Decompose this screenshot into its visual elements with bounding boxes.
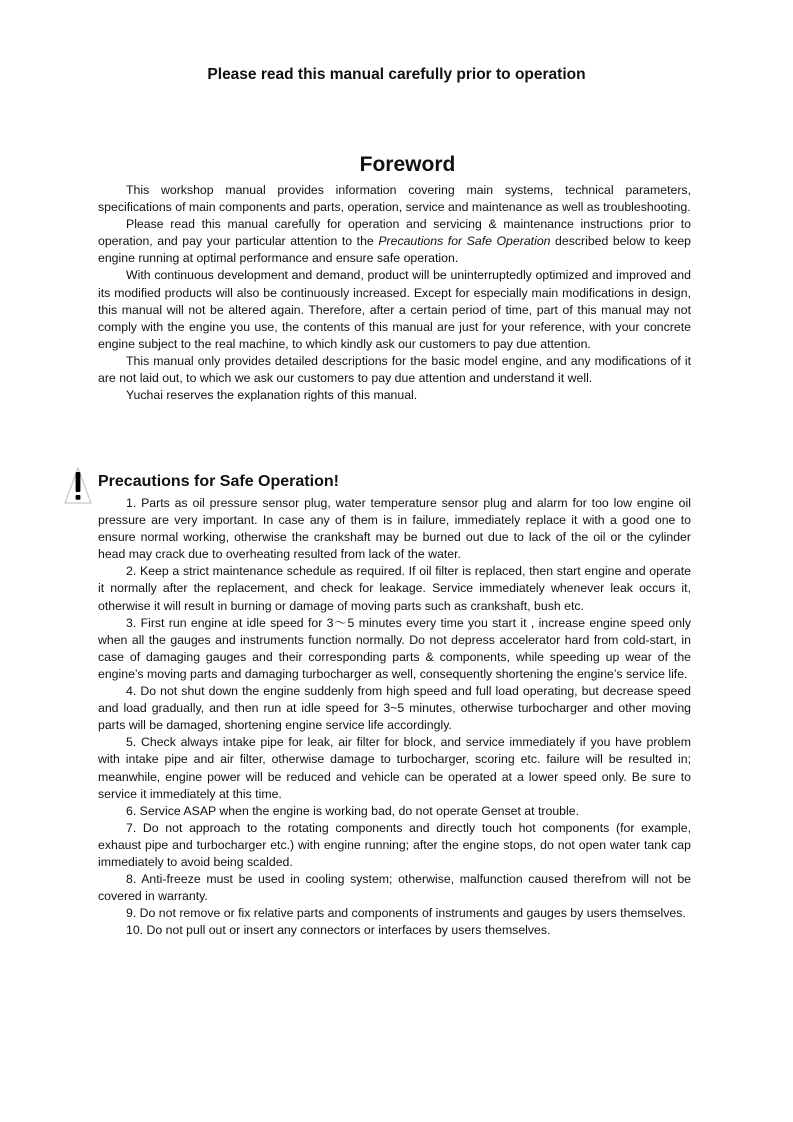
precaution-item: 1. Parts as oil pressure sensor plug, water temperature sensor plug and alarm for too low engine oil pressure are very important. In case any of them is in failure, immediately replace it with a good one to ensure normal working, otherwise the crankshaft may be burned out due to lack of the oil or the cylinder head may crack due to overheating resulted from lack of the water. [98,496,691,562]
precaution-item: 2. Keep a strict maintenance schedule as required. If oil filter is replaced, then start engine and operate it normally after the replacement, and check for leakage. Service immediately whenever leak occurs it, otherwise it will result in burning or damage of moving parts such as crankshaft, bush etc. [98,564,691,613]
warning-icon [63,466,93,506]
precaution-item: 7. Do not approach to the rotating components and directly touch hot components (for example, exhaust pipe and turbocharger etc.) with engine running; after the engine stops, do not open water tank cap immediately to avoid being scalded. [98,820,691,869]
precaution-item: 10. Do not pull out or insert any connectors or interfaces by users themselves. [126,923,551,938]
foreword-body [98,182,691,404]
precaution-item: 6. Service ASAP when the engine is working bad, do not operate Genset at trouble. [126,803,579,818]
foreword-title: Foreword [359,153,456,176]
precautions-reference: Precautions for Safe Operation [378,234,551,249]
foreword-paragraph: Yuchai reserves the explanation rights of this manual. [126,388,418,403]
precautions-title: Precautions for Safe Operation! [98,473,339,490]
foreword-paragraph: This workshop manual provides information covering main systems, technical parameters, specifications of main components and parts, operation, service and maintenance as well as troubleshooting. [98,183,691,215]
read-manual-notice: Please read this manual carefully prior to operation [207,66,586,83]
precaution-item: 8. Anti-freeze must be used in cooling system; otherwise, malfunction caused therefrom will not be covered in warranty. [98,872,691,904]
precautions-list [98,495,691,939]
precaution-item: 5. Check always intake pipe for leak, air filter for block, and service immediately if you have problem with intake pipe and air filter, otherwise damage to turbocharger, scoring etc. failure will be resulted in; meanwhile, engine power will be reduced and vehicle can be operated at a lower speed only. Be sure to service it immediately at this time. [98,735,691,801]
precaution-item: 9. Do not remove or fix relative parts and components of instruments and gauges by users themselves. [126,906,686,921]
foreword-paragraph [98,216,691,267]
foreword-text: Please read this manual carefully for operation and servicing & maintenance instructions prior to operation, and pay your particular attention to the [98,217,691,249]
foreword-text: described below to keep engine running at optimal performance and ensure safe operation. [98,234,691,266]
precaution-item: 3. First run engine at idle speed for 3～5 minutes every time you start it , increase engine speed only when all the gauges and instruments function normally. Do not depress accelerator hard from cold-start, in case of damaging gauges and their corresponding parts & components, while speeding up wear of the engine’s moving parts and damaging turbocharger as well, consequently shortening the engine’s service life. [98,615,691,681]
foreword-paragraph: This manual only provides detailed descriptions for the basic model engine, and any modifications of it are not laid out, to which we ask our customers to pay due attention and understand it well. [98,353,691,386]
precaution-item: 4. Do not shut down the engine suddenly from high speed and full load operating, but decrease speed and load gradually, and then run at idle speed for 3~5 minutes, otherwise turbocharger and other moving parts will be damaged, shortening engine service life accordingly. [98,684,691,733]
foreword-paragraph: With continuous development and demand, product will be uninterruptedly optimized and improved and its modified products will also be continuously increased. Except for especially main modifications in design, this manual will not be altered again. Therefore, after a certain period of time, part of this manual may not comply with the engine you use, the contents of this manual are just for your reference, with your concrete engine subject to the real machine, to which kindly ask our customers to pay due attention. [98,268,691,351]
